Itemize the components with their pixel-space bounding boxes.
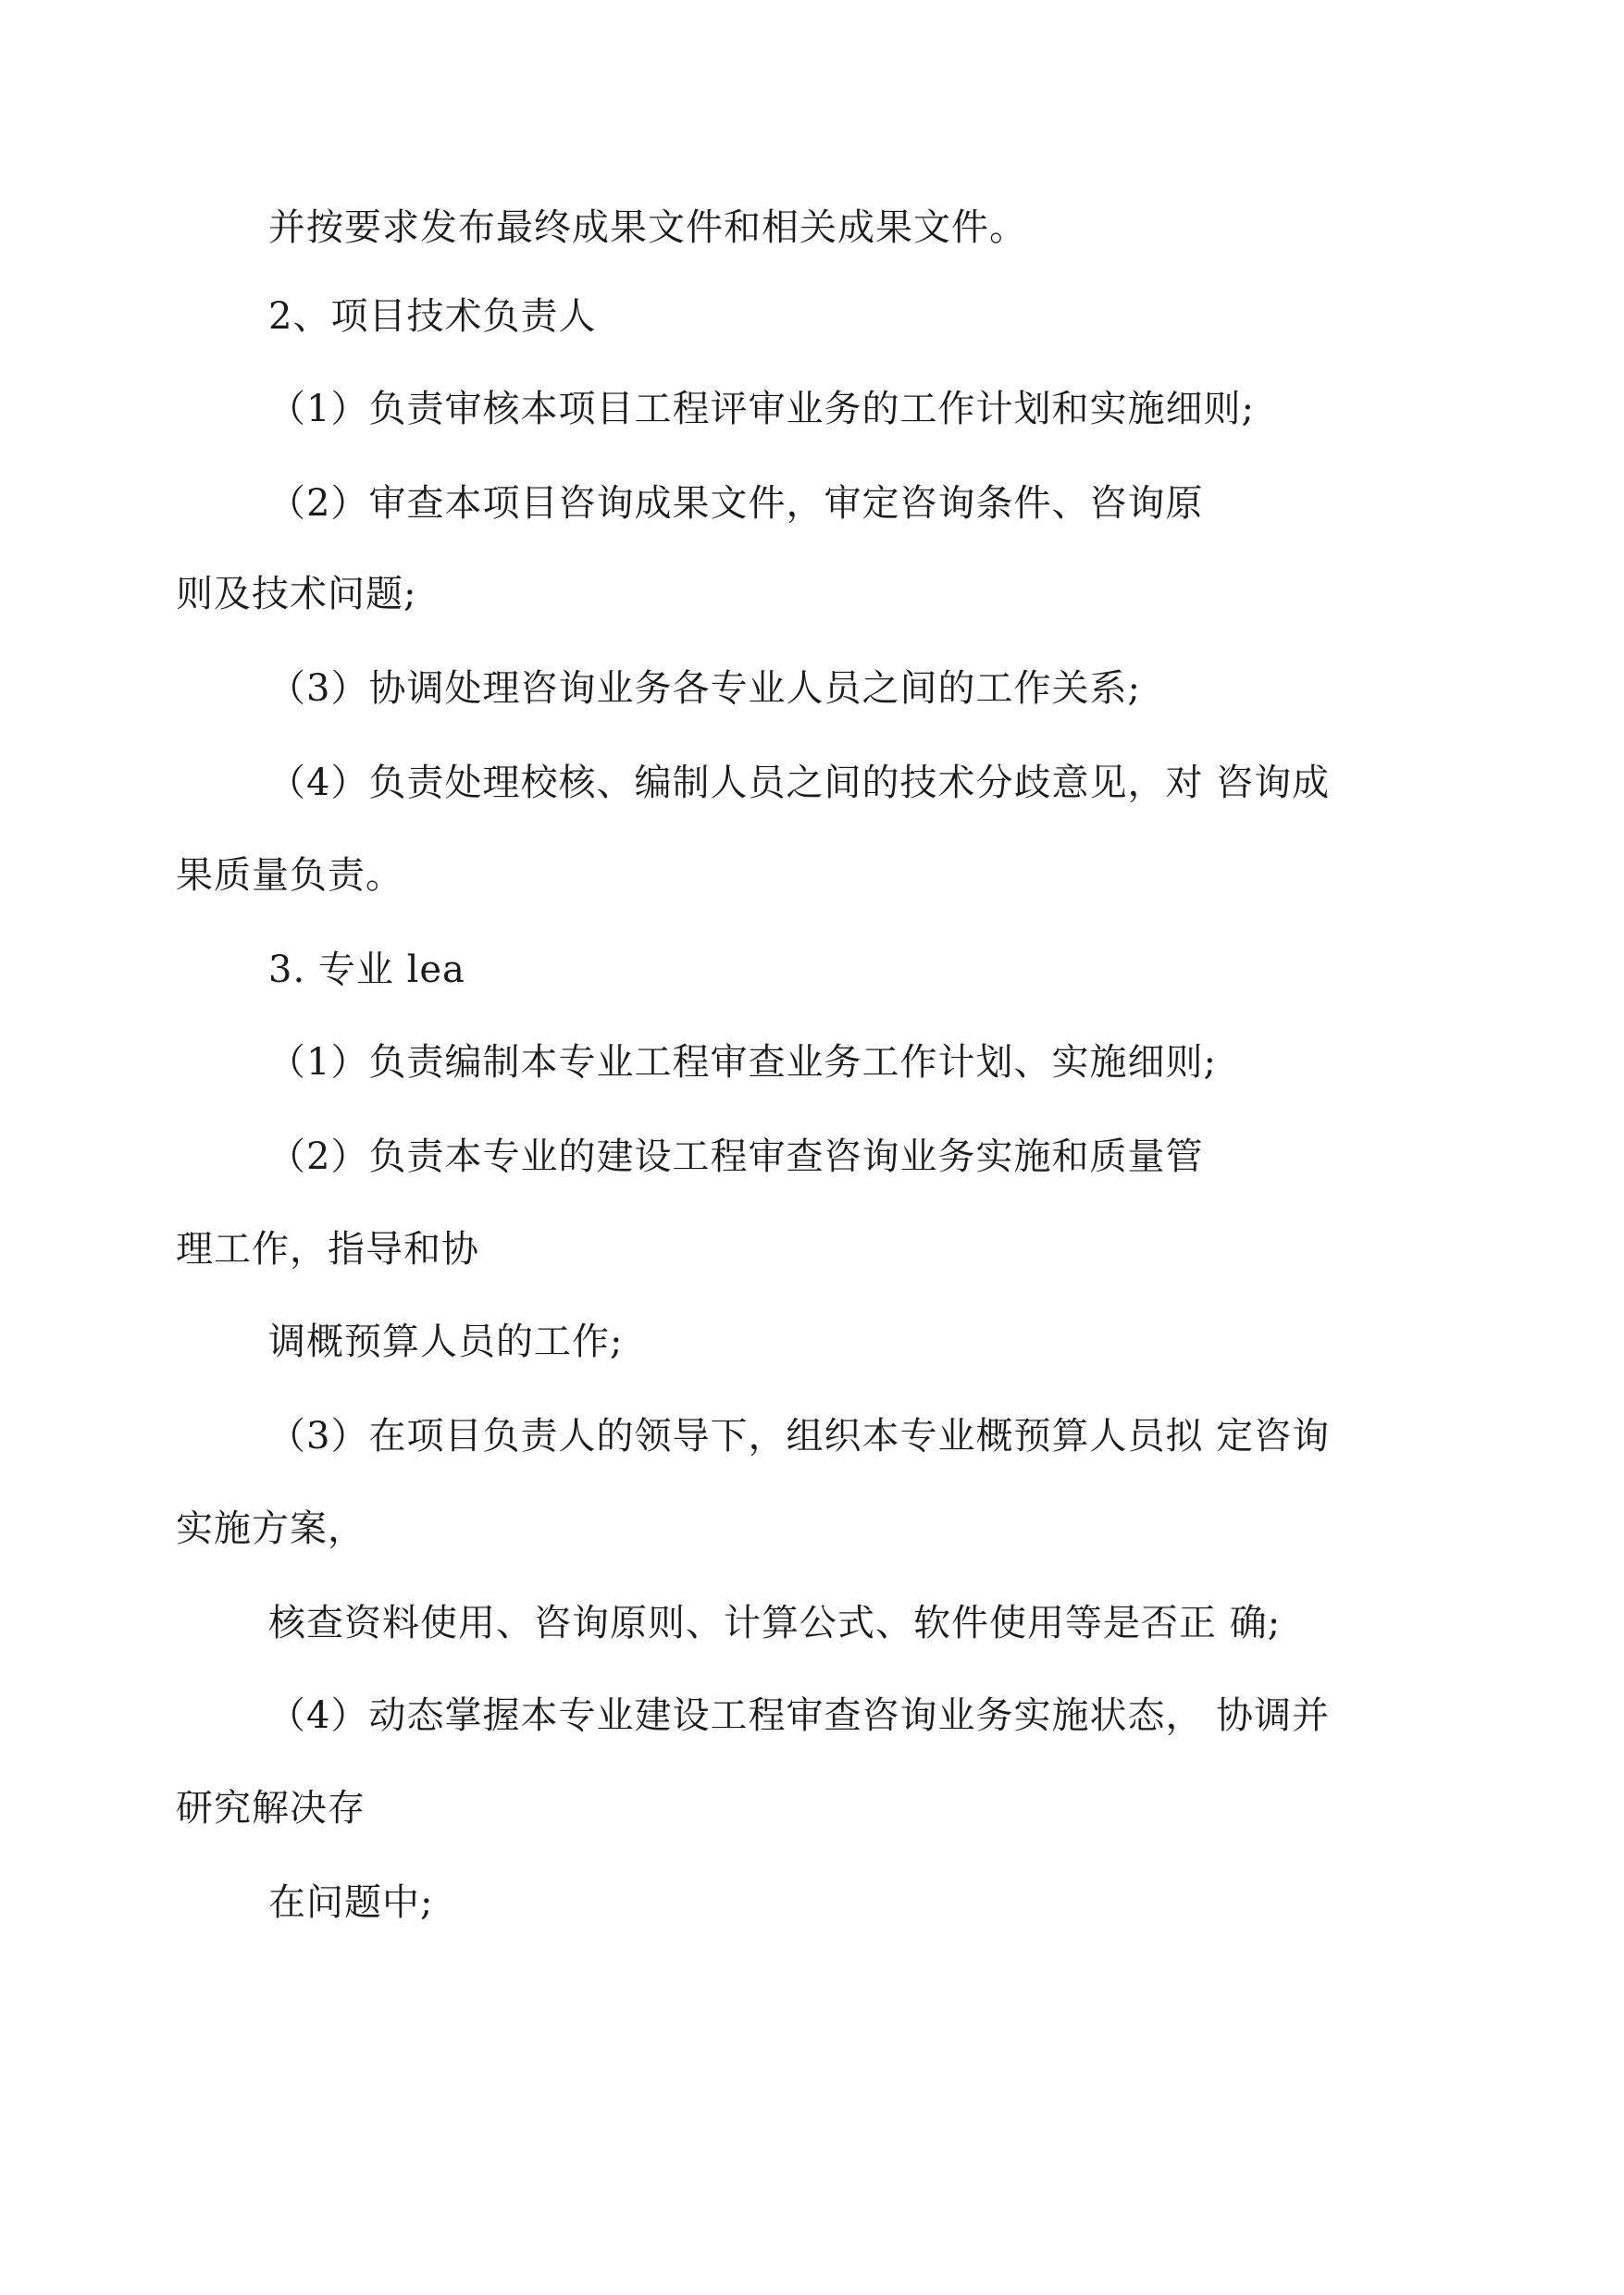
list-item-2-4: （4）负责处理校核、编制人员之间的技术分歧意见，对 咨询成: [268, 762, 1331, 804]
list-item-2-2-cont: 则及技术问题;: [176, 573, 417, 615]
list-item-3-3-cont2: 核查资料使用、咨询原则、计算公式、软件使用等是否正 确;: [268, 1602, 1282, 1644]
section-heading-3: 3. 专业 lea: [268, 949, 465, 991]
list-item-3-2-cont: 理工作，指导和协: [176, 1228, 479, 1271]
list-item-3-3-cont: 实施方案，: [176, 1507, 366, 1550]
list-item-3-1: （1）负责编制本专业工程审查业务工作计划、实施细则;: [268, 1041, 1217, 1084]
list-item-2-4-cont: 果质量负责。: [176, 854, 403, 897]
list-item-3-2: （2）负责本专业的建设工程审查咨询业务实施和质量管: [268, 1135, 1204, 1178]
list-item-2-3: （3）协调处理咨询业务各专业人员之间的工作关系;: [268, 667, 1141, 710]
list-item-2-1: （1）负责审核本项目工程评审业务的工作计划和实施细则;: [268, 388, 1255, 430]
list-item-3-4: （4）动态掌握本专业建设工程审查咨询业务实施状态， 协调并: [268, 1694, 1331, 1737]
list-item-2-2: （2）审查本项目咨询成果文件，审定咨询条件、咨询原: [268, 482, 1204, 525]
section-heading-2: 2、项目技术负责人: [268, 295, 597, 338]
text-line-1: 并按要求发布最终成果文件和相关成果文件。: [268, 206, 1027, 249]
list-item-3-3: （3）在项目负责人的领导下，组织本专业概预算人员拟 定咨询: [268, 1415, 1331, 1458]
list-item-3-4-cont: 研究解决存: [176, 1787, 366, 1830]
list-item-3-4-cont2: 在问题中;: [268, 1881, 434, 1924]
list-item-3-2-cont2: 调概预算人员的工作;: [268, 1321, 624, 1363]
